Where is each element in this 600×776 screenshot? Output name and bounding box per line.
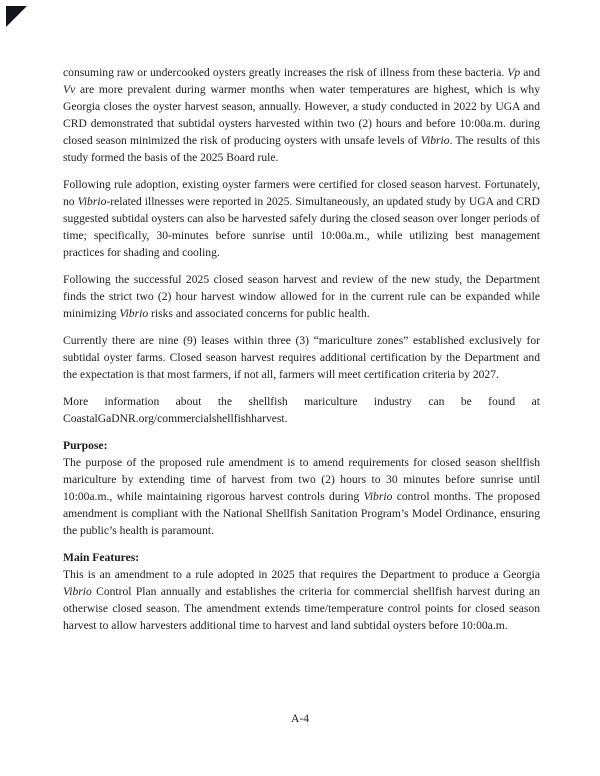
text-run: The purpose of the proposed rule amendment is to amend requirements for closed season shellfish mariculture by extending time of harvest from two (2) hours to 30 minutes before sunrise until 10:00a.m., while maintaining rigorous harvest controls during <box>63 456 540 503</box>
text-run: consuming raw or undercooked oysters greatly increases the risk of illness from these bacteria. <box>63 66 508 79</box>
italic-text-run: Vp <box>507 66 521 79</box>
text-run: Following the successful 2025 closed season harvest and review of the new study, the Department finds the strict two (2) hour harvest window allowed for in the current rule can be expanded while minimizing <box>63 273 540 320</box>
text-run: control months. The proposed amendment is compliant with the National Shellfish Sanitation Program’s Model Ordinance, ensuring the public’s health is paramount. <box>63 490 540 537</box>
italic-text-run: Vibrio <box>363 490 393 503</box>
paragraph <box>63 454 540 539</box>
text-run: More information about the shellfish mariculture industry can be found at CoastalGaDNR.org/commercialshellfishharvest. <box>63 395 540 425</box>
text-run: This is an amendment to a rule adopted in 2025 that requires the Department to produce a Georgia <box>63 568 540 581</box>
text-run: risks and associated concerns for public health. <box>148 307 370 320</box>
paragraph <box>63 176 540 261</box>
italic-text-run: Vibrio <box>119 307 149 320</box>
paragraph <box>63 393 540 427</box>
text-run: Following rule adoption, existing oyster farmers were certified for closed season harvest. Fortunately, no <box>63 178 540 208</box>
section-heading <box>63 549 540 566</box>
text-run: Currently there are nine (9) leases within three (3) “mariculture zones” established exclusively for subtidal oyster farms. Closed season harvest requires additional certification by the Department and the expectation is that most farmers, if not all, farmers will meet certification criteria by 2027. <box>63 334 540 381</box>
text-run: Main Features: <box>63 551 140 564</box>
italic-text-run: Vibrio <box>77 195 107 208</box>
text-run: . The results of this study formed the basis of the 2025 Board rule. <box>63 134 540 164</box>
section-heading <box>63 437 540 454</box>
paragraph <box>63 332 540 383</box>
page-number: A-4 <box>290 712 310 725</box>
scan-corner-artifact <box>6 6 27 27</box>
text-run: Purpose: <box>63 439 108 452</box>
paragraph <box>63 271 540 322</box>
page-body <box>63 64 540 644</box>
text-run: are more prevalent during warmer months when water temperatures are highest, which is why Georgia closes the oyster harvest season, annually. However, a study conducted in 2022 by UGA and CRD demonstrated that subtidal oysters harvested within two (2) hours and before 10:00a.m. during closed season minimized the risk of producing oysters with unsafe levels of <box>63 83 540 147</box>
text-run: -related illnesses were reported in 2025. Simultaneously, an updated study by UGA and CRD suggested subtidal oysters can also be harvested safely during the closed season over longer periods of time; specifically, 30-minutes before sunrise until 10:00a.m., while utilizing best management practices for shading and cooling. <box>63 195 540 259</box>
text-run: Control Plan annually and establishes the criteria for commercial shellfish harvest during an otherwise closed season. The amendment extends time/temperature control points for closed season harvest to allow harvesters additional time to harvest and land subtidal oysters before 10:00a.m. <box>63 585 540 632</box>
paragraph <box>63 566 540 634</box>
paragraph <box>63 64 540 166</box>
italic-text-run: Vibrio <box>63 585 92 598</box>
italic-text-run: Vibrio <box>420 134 450 147</box>
text-run: and <box>520 66 540 79</box>
italic-text-run: Vv <box>63 83 76 96</box>
